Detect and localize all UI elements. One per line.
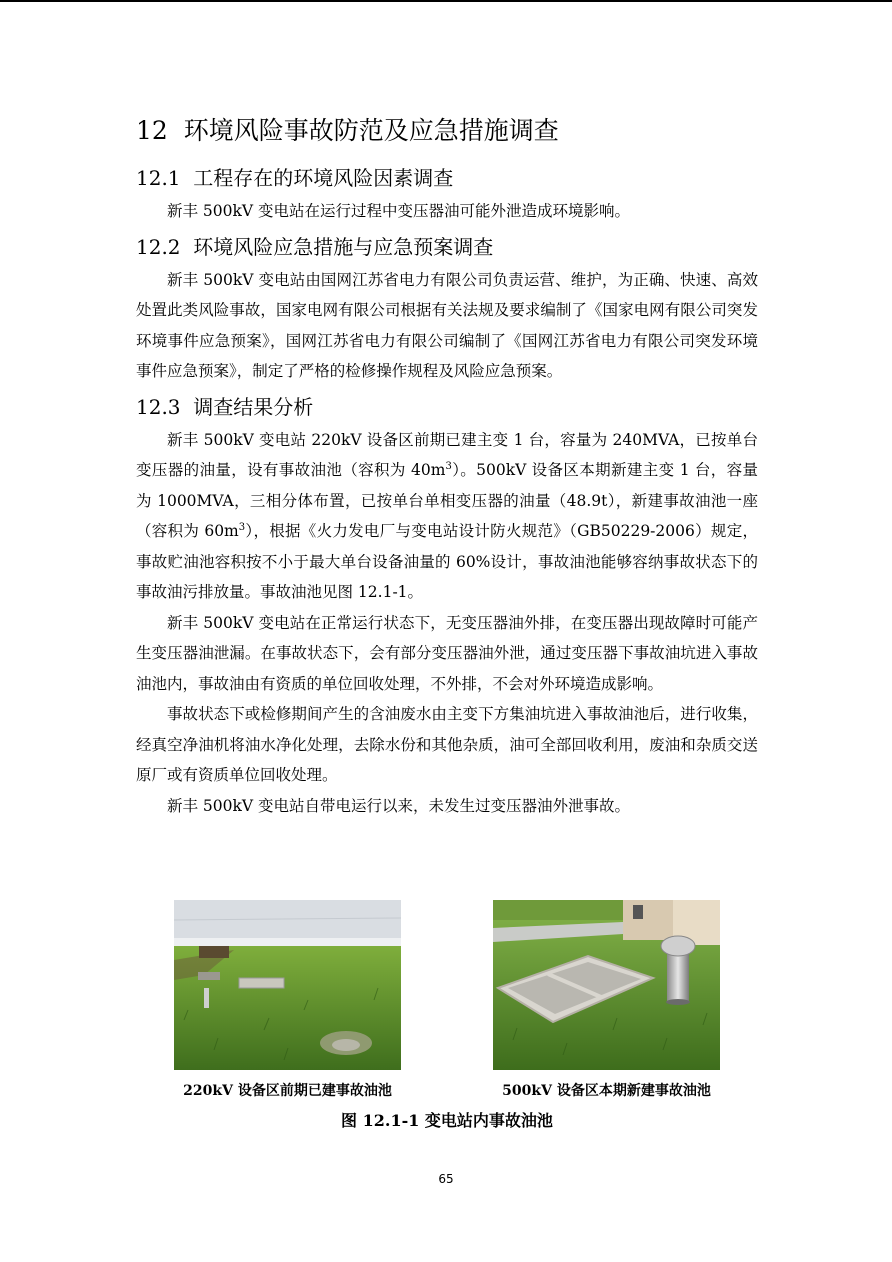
page-number: 65: [438, 1172, 454, 1186]
paragraph: 新丰 500kV 变电站自带电运行以来，未发生过变压器油外泄事故。: [167, 796, 631, 815]
paragraph: 事故状态下或检修期间产生的含油废水由主变下方集油坑进入事故油池后，进行收集，经真空净油机将油水净化处理，去除水份和其他杂质，油可全部回收利用，废油和杂质交送原厂或有资质单位回收处理。: [136, 705, 758, 784]
figure-caption: 图 12.1-1 变电站内事故油池: [341, 1111, 553, 1130]
paragraph: 新丰 500kV 变电站 220kV 设备区前期已建主变 1 台，容量为 240MVA，已按单台变压器的油量，设有事故油池（容积为 $40m^3$）。500kV 设备区本期新建主变 1 台，容量为 1000MVA，三相分体布置，已按单台单相变压器的油量（48.9t），新建事故油池一座（容积为 $60m^3$），根据《火力发电厂与变电站设计防火规范》（GB50229-2006）规定，事故贮油池容积按不小于最大单台设备油量的 60%设计，事故油池能够容纳事故状态下的事故油污排放量。事故油池见图 12.1-1。: [136, 430, 758, 601]
photo-caption-right: 500kV 设备区本期新建事故油池: [502, 1083, 711, 1099]
oil-pit-photo-220kv: [174, 900, 401, 1070]
chapter-heading: 12 环境风险事故防范及应急措施调查: [136, 116, 559, 145]
document-body: [136, 112, 758, 821]
oil-pit-photo-500kv: [493, 900, 720, 1070]
top-border: [0, 0, 892, 2]
paragraph: 新丰 500kV 变电站在运行过程中变压器油可能外泄造成环境影响。: [167, 202, 631, 220]
paragraph: 新丰 500kV 变电站由国网江苏省电力有限公司负责运营、维护，为正确、快速、高效处置此类风险事故，国家电网有限公司根据有关法规及要求编制了《国家电网有限公司突发环境事件应急预案》，国网江苏省电力有限公司编制了《国网江苏省电力有限公司突发环境事件应急预案》，制定了严格的检修操作规程及风险应急预案。: [136, 270, 758, 380]
photo-caption-left: 220kV 设备区前期已建事故油池: [183, 1083, 392, 1099]
figure-left: [174, 900, 401, 1100]
section-heading-12-1: 12.1 工程存在的环境风险因素调查: [136, 166, 454, 190]
figure-photos: [174, 900, 720, 1110]
paragraph: 新丰 500kV 变电站在正常运行状态下，无变压器油外排，在变压器出现故障时可能产生变压器油泄漏。在事故状态下，会有部分变压器油外泄，通过变压器下事故油坑进入事故油池内，事故油由有资质的单位回收处理，不外排，不会对外环境造成影响。: [136, 613, 758, 693]
figure-right: [493, 900, 720, 1100]
section-heading-12-3: 12.3 调查结果分析: [136, 394, 314, 419]
section-heading-12-2: 12.2 环境风险应急措施与应急预案调查: [136, 234, 494, 259]
